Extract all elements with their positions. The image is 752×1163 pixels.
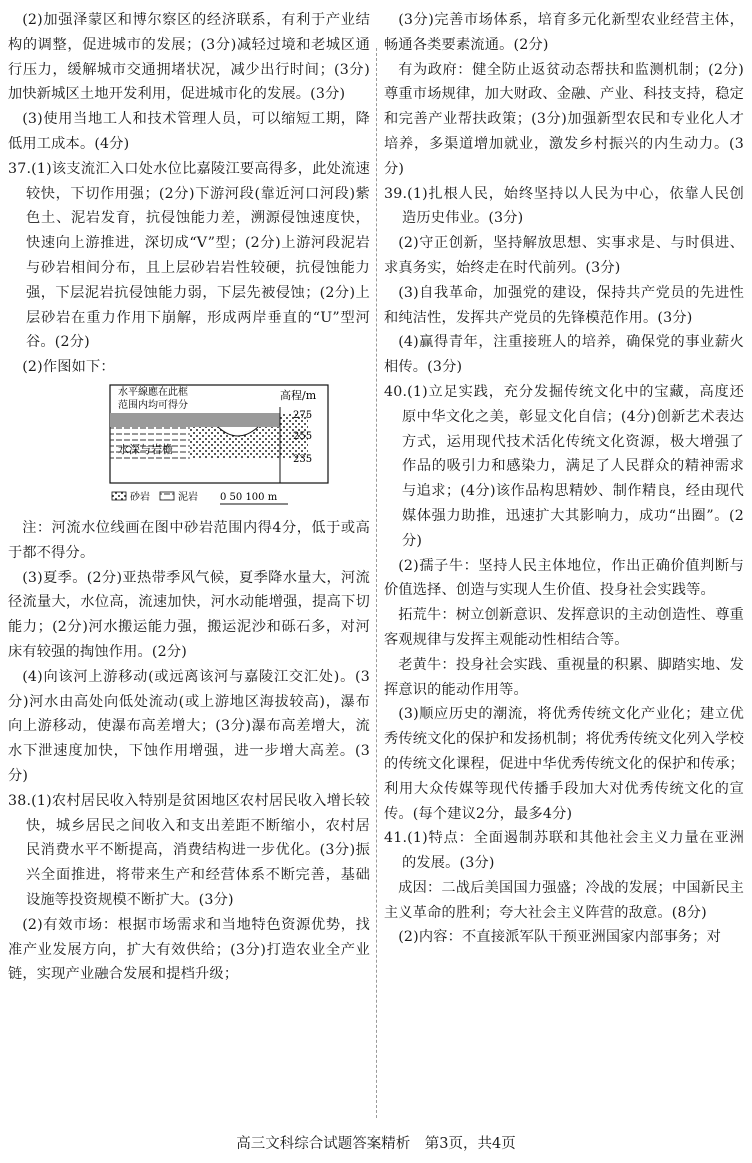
answer-paragraph: 老黄牛：投身社会实践、重视量的积累、脚踏实地、发挥意识的能动作用等。 — [384, 656, 744, 698]
answer-paragraph: (2)守正创新，坚持解放思想、实事求是、与时俱进、求真务实，始终走在时代前列。(3分) — [384, 235, 744, 276]
answer-paragraph: 拓荒牛：树立创新意识、发挥意识的主动创造性、尊重客观规律与发挥主观能动性相结合等。 — [384, 607, 744, 648]
answer-paragraph: (3)使用当地工人和技术管理人员，可以缩短工期，降低用工成本。(4分) — [8, 111, 370, 152]
answer-paragraph: (3)顺应历史的潮流，将优秀传统文化产业化；建立优秀传统文化的保护和发扬机制；将优秀传统文化列入学校的传统文化课程，促进中华优秀传统文化的保护和传承；利用大众传媒等现代传播手段加大对优秀传统文化的宣传。(每个建议2分，最多4分) — [384, 706, 744, 822]
answer-paragraph: 40.(1)立足实践，充分发掘传统文化中的宝藏，高度还原中华文化之美，彰显文化自信；(4分)创新艺术表达方式，运用现代技术活化传统文化资源，极大增强了作品的吸引力和感染力，满足了人民群众的精神需求与追求；(4分)该作品构思精妙、制作精良，经由现代媒体强力助推，迅速扩大其影响力，成功“出圈”。(2分) — [384, 383, 744, 549]
answer-paragraph: 有为政府：健全防止返贫动态帮扶和监测机制；(2分)尊重市场规律，加大财政、金融、产业、科技支持，稳定和完善产业帮扶政策；(3分)加强新型农民和专业化人才培养，多渠道增加就业，激发乡村振兴的内生动力。(3分) — [384, 61, 744, 177]
answer-paragraph: 41.(1)特点：全面遏制苏联和其他社会主义力量在亚洲的发展。(3分) — [384, 830, 744, 872]
answer-paragraph: (2)内容：不直接派军队干预亚洲国家内部事务；对 — [398, 929, 722, 946]
water-label: 水深与岩檐 — [118, 442, 173, 456]
answer-paragraph: 成因：二战后美国国力强盛；冷战的发展；中国新民主主义革命的胜利；夸大社会主义阵营的敌意。(8分) — [384, 879, 744, 921]
mudstone-legend-swatch — [160, 492, 174, 500]
cross-section-svg — [108, 383, 333, 513]
answer-paragraph: (3)自我革命，加强党的建设，保持共产党员的先进性和纯洁性，发挥共产党员的先锋模范作用。(3分) — [384, 284, 744, 326]
answer-paragraph: (3分)完善市场体系，培育多元化新型农业经营主体，畅通各类要素流通。(2分) — [384, 12, 744, 53]
answer-paragraph: (2)孺子牛：坚持人民主体地位，作出正确价值判断与价值选择、创造与实现人生价值、投身社会实践等。 — [384, 557, 744, 599]
right-column — [384, 8, 744, 950]
answer-paragraph: 39.(1)扎根人民，始终坚持以人民为中心，依靠人民创造历史伟业。(3分) — [384, 185, 744, 227]
answer-paragraph: (3)夏季。(2分)亚热带季风气候，夏季降水量大，河流径流量大，水位高，流速加快，河水动能增强，提高下切能力；(2分)河水搬运能力强，搬运泥沙和砾石多，对河床有较强的掏蚀作用。(2分) — [8, 569, 370, 660]
tick-label: 255 — [293, 430, 313, 442]
answer-paragraph: (4)赢得青年，注重接班人的培养，确保党的事业薪火相传。(3分) — [384, 334, 744, 376]
answer-paragraph: (2)加强泽蒙区和博尔察区的经济联系，有利于产业结构的调整，促进城市的发展；(3分)减轻过境和老城区通行压力，缓解城市交通拥堵状况，减少出行时间；(3分)加快新城区土地开发利用，促进城市化的发展。(3分) — [8, 12, 370, 103]
tick-label: 235 — [293, 453, 313, 465]
highlight-band — [110, 413, 280, 427]
page-footer: 高三文科综合试题答案精析 第3页，共4页 — [236, 1136, 516, 1152]
left-column — [8, 8, 370, 987]
answer-paragraph: (4)向该河上游移动(或远离该河与嘉陵江交汇处)。(3分)河水由高处向低处流动(或上游地区海拔较高)，瀑布向上游移动，使瀑布高差增大；(3分)瀑布高差增大，流水下泄速度加快，下蚀作用增强，进一步增大高差。(3分) — [8, 668, 370, 784]
river-cross-section-figure — [108, 383, 333, 513]
answer-paragraph: (2)作图如下： — [22, 359, 115, 376]
column-divider — [376, 48, 377, 1118]
answer-paragraph: 注：河流水位线画在图中砂岩范围内得4分，低于或高于都不得分。 — [8, 519, 370, 561]
tick-label: 275 — [293, 409, 313, 421]
scale-label: 0 50 100 m — [220, 491, 278, 503]
figure-note-2: 范围内均可得分 — [118, 399, 188, 411]
figure-note-1: 水平線應在此框 — [118, 386, 188, 398]
legend-mudstone-label: 泥岩 — [178, 491, 198, 503]
sandstone-legend-swatch — [112, 492, 126, 500]
answer-paragraph: (2)有效市场：根据市场需求和当地特色资源优势，找准产业发展方向，扩大有效供给；(3分)打造农业全产业链，实现产业融合发展和提档升级； — [8, 916, 370, 983]
legend-sandstone-label: 砂岩 — [130, 491, 150, 503]
answer-paragraph: 37.(1)该支流汇入口处水位比嘉陵江要高得多，此处流速较快，下切作用强；(2分)下游河段(靠近河口河段)紫色土、泥岩发育，抗侵蚀能力差，溯源侵蚀速度快，快速向上游推进，深切成“V”型；(2分)上游河段泥岩与砂岩相间分布，且上层砂岩岩性较硬，抗侵蚀能力强，下层泥岩抗侵蚀能力弱，下层先被侵蚀；(2分)上层砂岩在重力作用下崩解，形成两岸垂直的“U”型河谷。(2分) — [8, 160, 370, 351]
answer-paragraph: 38.(1)农村居民收入特别是贫困地区农村居民收入增长较快，城乡居民之间收入和支出差距不断缩小，农村居民消费水平不断提高，消费结构进一步优化。(3分)振兴全面推进，将带来生产和经营体系不断完善，基础设施等投资规模不断扩大。(3分) — [8, 792, 370, 908]
axis-title: 高程/m — [280, 388, 317, 402]
